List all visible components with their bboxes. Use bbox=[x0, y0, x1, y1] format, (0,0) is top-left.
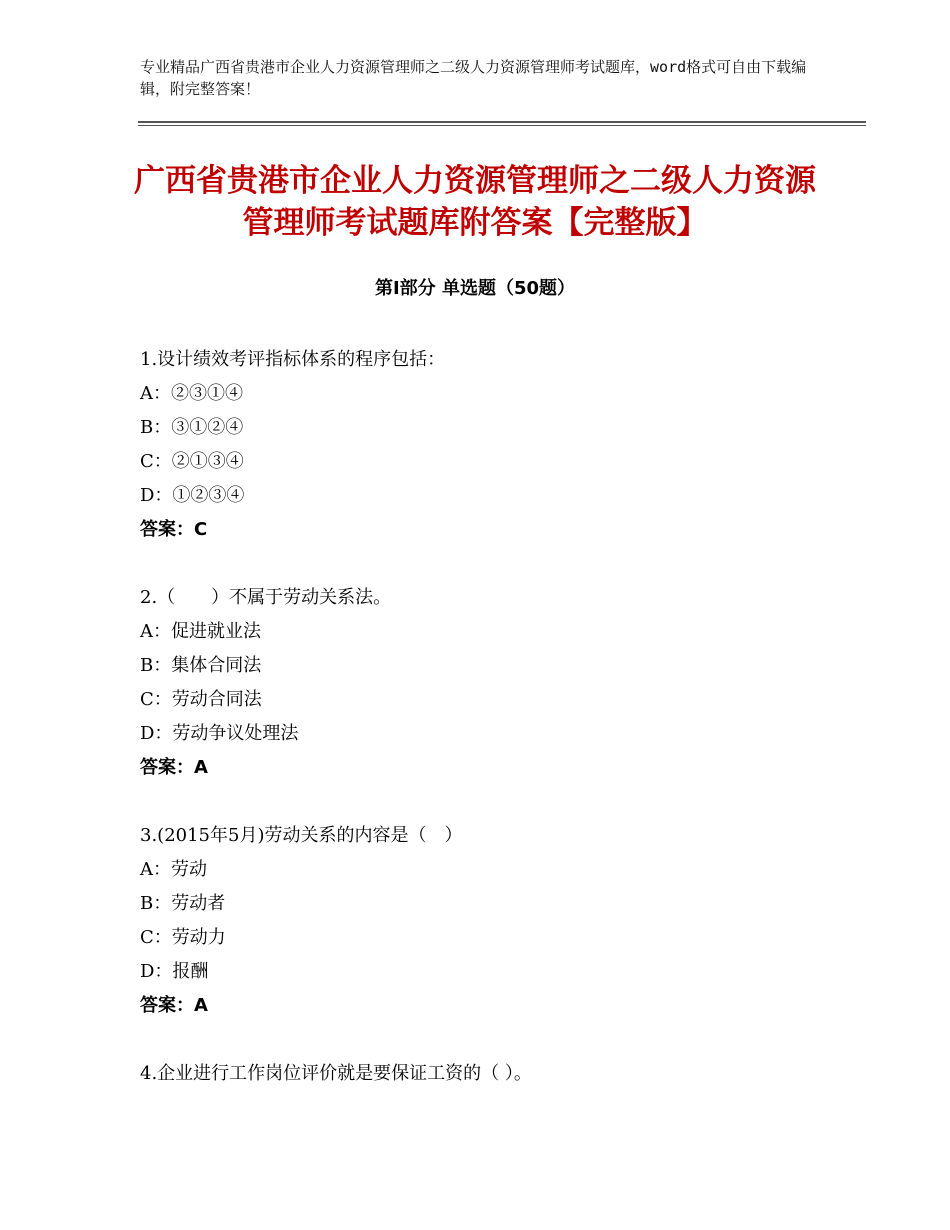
question-1 bbox=[140, 343, 840, 547]
question-4 bbox=[140, 1057, 840, 1091]
answer-label: 答案：A bbox=[140, 757, 208, 778]
option-d: D：①②③④ bbox=[140, 485, 245, 506]
option-c: C：劳动合同法 bbox=[140, 689, 262, 710]
header-note: 专业精品广西省贵港市企业人力资源管理师之二级人力资源管理师考试题库，word格式可自由下载编辑，附完整答案！ bbox=[140, 58, 807, 98]
question-stem: 2.（ ）不属于劳动关系法。 bbox=[140, 587, 392, 608]
option-a: A：劳动 bbox=[140, 859, 207, 880]
answer-label: 答案：C bbox=[140, 519, 208, 540]
document-title: 广西省贵港市企业人力资源管理师之二级人力资源管理师考试题库附答案【完整版】 bbox=[134, 163, 816, 241]
question-stem: 4.企业进行工作岗位评价就是要保证工资的（ ）。 bbox=[140, 1063, 532, 1084]
option-a: A：②③①④ bbox=[140, 383, 243, 404]
question-stem: 3.(2015年5月)劳动关系的内容是（ ） bbox=[140, 825, 463, 846]
option-d: D：劳动争议处理法 bbox=[140, 723, 299, 744]
question-stem: 1.设计绩效考评指标体系的程序包括： bbox=[140, 349, 446, 370]
question-3 bbox=[140, 819, 840, 1023]
option-a: A：促进就业法 bbox=[140, 621, 261, 642]
section-heading: 第Ⅰ部分 单选题（50题） bbox=[374, 278, 575, 299]
option-c: C：劳动力 bbox=[140, 927, 226, 948]
option-b: B：劳动者 bbox=[140, 893, 226, 914]
header-divider-thin bbox=[138, 125, 866, 126]
option-b: B：集体合同法 bbox=[140, 655, 262, 676]
header-divider-thick bbox=[138, 121, 866, 123]
question-2 bbox=[140, 581, 840, 785]
question-list bbox=[140, 343, 840, 1125]
answer-label: 答案：A bbox=[140, 995, 208, 1016]
option-b: B：③①②④ bbox=[140, 417, 244, 438]
option-d: D：报酬 bbox=[140, 961, 209, 982]
option-c: C：②①③④ bbox=[140, 451, 244, 472]
